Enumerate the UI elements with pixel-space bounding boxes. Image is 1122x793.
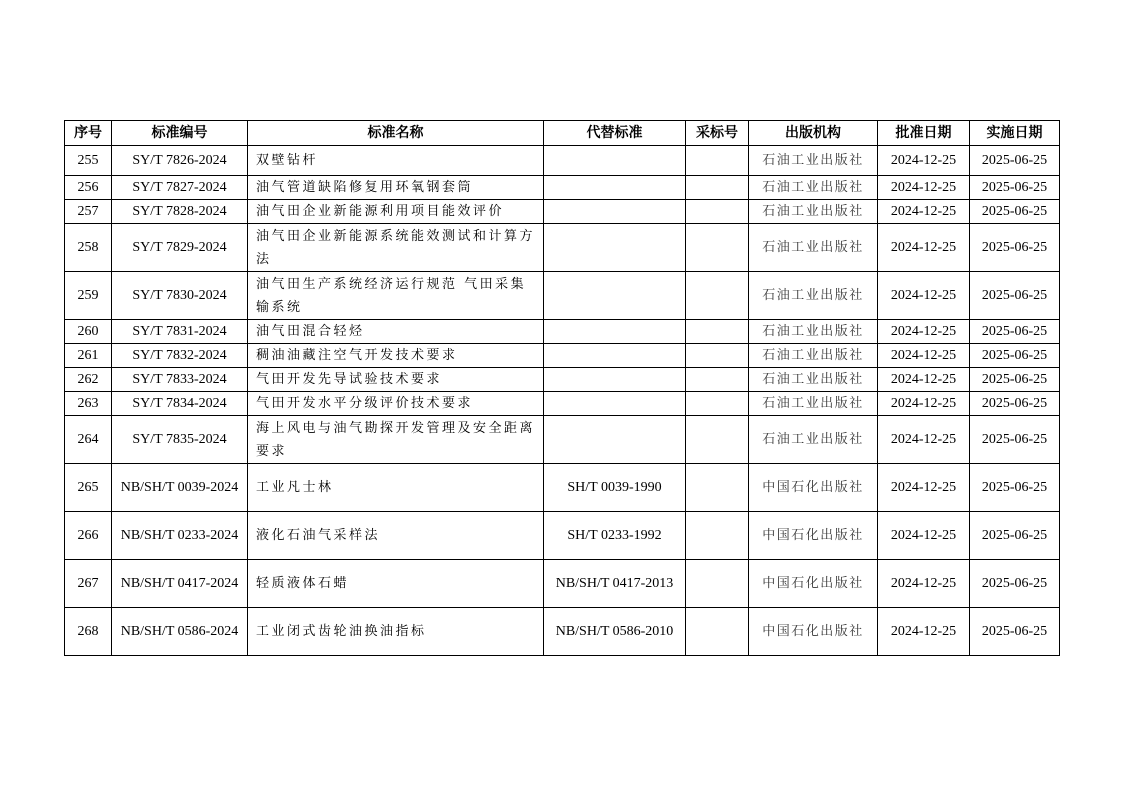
cell-implement-date: 2025-06-25 [970, 560, 1060, 608]
cell-approve-date: 2024-12-25 [878, 200, 970, 224]
cell-replace: SH/T 0233-1992 [544, 512, 686, 560]
cell-no: 264 [65, 416, 112, 464]
cell-replace [544, 368, 686, 392]
cell-no: 261 [65, 344, 112, 368]
cell-code: NB/SH/T 0039-2024 [112, 464, 248, 512]
cell-publisher: 中国石化出版社 [749, 464, 878, 512]
cell-name: 气田开发先导试验技术要求 [248, 368, 544, 392]
cell-adopt [686, 464, 749, 512]
cell-no: 256 [65, 176, 112, 200]
cell-adopt [686, 392, 749, 416]
cell-no: 262 [65, 368, 112, 392]
cell-name: 油气管道缺陷修复用环氧钢套筒 [248, 176, 544, 200]
cell-no: 257 [65, 200, 112, 224]
cell-code: SY/T 7826-2024 [112, 146, 248, 176]
cell-name: 海上风电与油气勘探开发管理及安全距离要求 [248, 416, 544, 464]
header-adopt: 采标号 [686, 121, 749, 146]
cell-implement-date: 2025-06-25 [970, 464, 1060, 512]
cell-no: 259 [65, 272, 112, 320]
cell-publisher: 中国石化出版社 [749, 560, 878, 608]
cell-replace: NB/SH/T 0586-2010 [544, 608, 686, 656]
cell-implement-date: 2025-06-25 [970, 146, 1060, 176]
cell-adopt [686, 344, 749, 368]
cell-name: 液化石油气采样法 [248, 512, 544, 560]
cell-publisher: 中国石化出版社 [749, 512, 878, 560]
cell-approve-date: 2024-12-25 [878, 320, 970, 344]
cell-code: SY/T 7828-2024 [112, 200, 248, 224]
cell-replace [544, 176, 686, 200]
cell-implement-date: 2025-06-25 [970, 392, 1060, 416]
table-header-row [65, 121, 1060, 146]
cell-code: NB/SH/T 0586-2024 [112, 608, 248, 656]
cell-approve-date: 2024-12-25 [878, 272, 970, 320]
cell-no: 263 [65, 392, 112, 416]
header-implement-date: 实施日期 [970, 121, 1060, 146]
cell-no: 255 [65, 146, 112, 176]
cell-implement-date: 2025-06-25 [970, 416, 1060, 464]
cell-publisher: 石油工业出版社 [749, 272, 878, 320]
cell-publisher: 石油工业出版社 [749, 224, 878, 272]
cell-approve-date: 2024-12-25 [878, 146, 970, 176]
table-row [65, 464, 1060, 512]
cell-name: 油气田混合轻烃 [248, 320, 544, 344]
table-row [65, 368, 1060, 392]
cell-approve-date: 2024-12-25 [878, 224, 970, 272]
cell-no: 266 [65, 512, 112, 560]
cell-publisher: 石油工业出版社 [749, 176, 878, 200]
table-row [65, 416, 1060, 464]
cell-implement-date: 2025-06-25 [970, 368, 1060, 392]
cell-no: 260 [65, 320, 112, 344]
header-no: 序号 [65, 121, 112, 146]
cell-implement-date: 2025-06-25 [970, 176, 1060, 200]
header-approve-date: 批准日期 [878, 121, 970, 146]
cell-replace [544, 146, 686, 176]
header-publisher: 出版机构 [749, 121, 878, 146]
cell-approve-date: 2024-12-25 [878, 560, 970, 608]
cell-code: SY/T 7834-2024 [112, 392, 248, 416]
cell-implement-date: 2025-06-25 [970, 320, 1060, 344]
cell-publisher: 石油工业出版社 [749, 416, 878, 464]
cell-approve-date: 2024-12-25 [878, 392, 970, 416]
cell-code: NB/SH/T 0417-2024 [112, 560, 248, 608]
cell-name: 油气田企业新能源系统能效测试和计算方法 [248, 224, 544, 272]
cell-implement-date: 2025-06-25 [970, 512, 1060, 560]
cell-publisher: 石油工业出版社 [749, 392, 878, 416]
cell-code: SY/T 7833-2024 [112, 368, 248, 392]
cell-adopt [686, 368, 749, 392]
cell-implement-date: 2025-06-25 [970, 200, 1060, 224]
cell-adopt [686, 176, 749, 200]
cell-approve-date: 2024-12-25 [878, 368, 970, 392]
cell-replace [544, 392, 686, 416]
cell-code: SY/T 7827-2024 [112, 176, 248, 200]
cell-adopt [686, 416, 749, 464]
cell-implement-date: 2025-06-25 [970, 272, 1060, 320]
table-row [65, 200, 1060, 224]
cell-adopt [686, 608, 749, 656]
cell-adopt [686, 272, 749, 320]
table-row [65, 344, 1060, 368]
cell-approve-date: 2024-12-25 [878, 608, 970, 656]
cell-approve-date: 2024-12-25 [878, 176, 970, 200]
cell-publisher: 石油工业出版社 [749, 368, 878, 392]
table-row [65, 512, 1060, 560]
cell-adopt [686, 320, 749, 344]
cell-replace [544, 320, 686, 344]
cell-name: 工业闭式齿轮油换油指标 [248, 608, 544, 656]
cell-no: 265 [65, 464, 112, 512]
cell-implement-date: 2025-06-25 [970, 344, 1060, 368]
header-replace: 代替标准 [544, 121, 686, 146]
cell-approve-date: 2024-12-25 [878, 464, 970, 512]
cell-approve-date: 2024-12-25 [878, 512, 970, 560]
cell-code: SY/T 7831-2024 [112, 320, 248, 344]
cell-publisher: 石油工业出版社 [749, 200, 878, 224]
cell-name: 气田开发水平分级评价技术要求 [248, 392, 544, 416]
cell-replace [544, 344, 686, 368]
cell-publisher: 石油工业出版社 [749, 146, 878, 176]
cell-replace: SH/T 0039-1990 [544, 464, 686, 512]
cell-replace [544, 416, 686, 464]
cell-adopt [686, 512, 749, 560]
cell-no: 258 [65, 224, 112, 272]
cell-code: SY/T 7835-2024 [112, 416, 248, 464]
cell-implement-date: 2025-06-25 [970, 608, 1060, 656]
standards-table [64, 120, 1060, 656]
cell-adopt [686, 224, 749, 272]
table-row [65, 320, 1060, 344]
cell-name: 轻质液体石蜡 [248, 560, 544, 608]
cell-adopt [686, 200, 749, 224]
table-row [65, 176, 1060, 200]
cell-replace [544, 200, 686, 224]
header-code: 标准编号 [112, 121, 248, 146]
cell-replace [544, 224, 686, 272]
cell-name: 油气田企业新能源利用项目能效评价 [248, 200, 544, 224]
cell-code: SY/T 7832-2024 [112, 344, 248, 368]
cell-adopt [686, 560, 749, 608]
cell-publisher: 中国石化出版社 [749, 608, 878, 656]
cell-name: 工业凡士林 [248, 464, 544, 512]
cell-publisher: 石油工业出版社 [749, 320, 878, 344]
cell-approve-date: 2024-12-25 [878, 416, 970, 464]
table-row [65, 608, 1060, 656]
table-row [65, 392, 1060, 416]
header-name: 标准名称 [248, 121, 544, 146]
cell-code: SY/T 7830-2024 [112, 272, 248, 320]
table-row [65, 272, 1060, 320]
table-row [65, 224, 1060, 272]
cell-no: 267 [65, 560, 112, 608]
cell-approve-date: 2024-12-25 [878, 344, 970, 368]
cell-name: 双壁钻杆 [248, 146, 544, 176]
cell-replace: NB/SH/T 0417-2013 [544, 560, 686, 608]
cell-publisher: 石油工业出版社 [749, 344, 878, 368]
cell-no: 268 [65, 608, 112, 656]
table-row [65, 146, 1060, 176]
table-row [65, 560, 1060, 608]
cell-code: SY/T 7829-2024 [112, 224, 248, 272]
cell-name: 油气田生产系统经济运行规范 气田采集输系统 [248, 272, 544, 320]
cell-name: 稠油油藏注空气开发技术要求 [248, 344, 544, 368]
cell-code: NB/SH/T 0233-2024 [112, 512, 248, 560]
cell-adopt [686, 146, 749, 176]
cell-replace [544, 272, 686, 320]
cell-implement-date: 2025-06-25 [970, 224, 1060, 272]
